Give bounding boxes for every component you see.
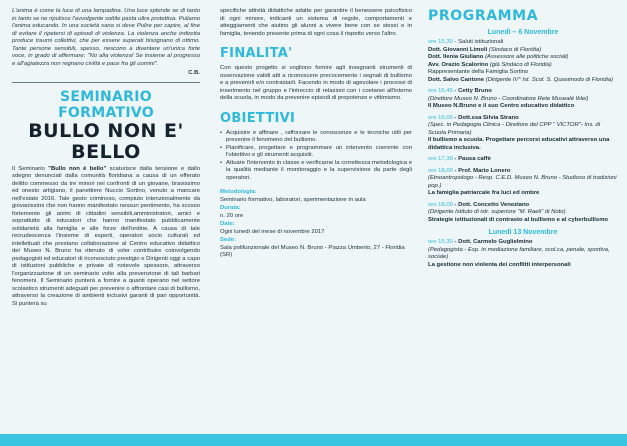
left-column [12, 8, 200, 308]
program-event-text: - Dott. Carmelo Guglielmino [454, 239, 533, 245]
program-event-line [428, 77, 618, 85]
program-event-line [428, 54, 618, 62]
program-event-text: Il bullismo a scuola. Progettare percorsi educativi attraverso una didattica inclusiva. [428, 137, 610, 151]
program-day-heading: Lunedì 13 Novembre [488, 229, 558, 236]
info-label: Durata: [220, 205, 241, 211]
program-event-line [428, 62, 618, 70]
quote-signature: C.B. [188, 70, 200, 76]
opening-quote: L'anima è come la luce di una lampadina. Una luce splende se di tanto in tanto se ne ripulisce l'avvolgente sottile pasta ultra protettiva. Puliamo l'anima educando. In una società sana si deve Pulire per capire, al fine di evitare il ripetersi di episodi di violenza. La violenza anche indiretta produce traumi collettivi, che per essere superati bisognano di ottimo. Tante persone sensibili, spesso, riescono a diventare un'unica forte voce, in grado di affermare: "No alla violenza! Se insieme al progresso e all'agiatezza non regnano civiltà e pace fra gli uomini". [12, 8, 200, 67]
program-title: PROGRAMMA [428, 8, 539, 24]
list-item: • Acquisire e affinare , rafforzare le conoscenze e le tecniche utili per prevenire il fenomeno del bullismo. [220, 130, 412, 145]
program-event-line [428, 168, 618, 176]
program-event-line [428, 39, 618, 47]
program-event-text: - Dott. Concetto Veneziano [454, 201, 530, 208]
program-body [428, 28, 618, 269]
program-event-text: La famiglia patriarcale fra luci ed ombre [428, 190, 540, 196]
program-event-role: (Assessore alle politiche sociali) [483, 54, 569, 60]
program-event-line [428, 103, 618, 111]
seminar-intro [12, 166, 200, 309]
program-event [428, 88, 618, 111]
program-event-line [428, 217, 618, 225]
program-event-line [428, 137, 618, 152]
intro-continuation: specifiche attività didattiche adatte per garantire il benessere psicofisico di ogni minore, indicanti un sistema di regole, comportamenti e atteggiamenti che aiutino gli alunni a vivere bene con se stessi e in famiglia, tenendo presente prima di ogni cosa il rispetto verso l'altro. [220, 8, 412, 37]
program-event-time: ore 16,00 [428, 114, 455, 121]
program-event-line [428, 247, 618, 262]
program-event-line [428, 115, 618, 123]
program-event-text: Dott. Salvo Cantone [428, 76, 484, 83]
program-event-time: ore 15,30 [428, 39, 455, 45]
info-label: Date: [220, 221, 235, 227]
program-event-line [428, 156, 618, 164]
program-event [428, 168, 618, 198]
program-event-time: ore 15,30 [428, 239, 455, 245]
program-event-time: ore 17,30 [428, 156, 455, 162]
obiettivi-heading: OBIETTIVI [220, 110, 296, 126]
program-event [428, 239, 618, 269]
intro-bold: "Bullo non è bello" [48, 165, 107, 172]
program-event-text: (Etnoantropologo - Resp. C.E.D. Museo N. Bruno - Studioso di tradizioni pop.) [428, 175, 617, 189]
program-event-line [428, 209, 618, 217]
info-label: Metodologia: [220, 189, 257, 195]
info-value: Seminario formativo, laboratori, sperimentazione in aula [220, 196, 366, 203]
info-value: Sala polifunzionale del Museo N. Bruno - Piazza Umberto, 27 - Floridia (SR) [220, 244, 405, 258]
program-event-text: Avv. Orazio Scalorino [428, 61, 489, 68]
program-event-text: - Dott.ssa Silvia Strano [454, 114, 519, 121]
program-event-text: (Pedagogista - Esp. in mediazione familiare, scol.ca, penale, sportiva, sociale) [428, 246, 610, 260]
program-day-heading: Lunedì – 6 Novembre [487, 29, 559, 36]
seminar-subtitle: BULLO NON E' BELLO [28, 119, 184, 163]
program-event-text: - Cetty Bruno [454, 88, 492, 94]
program-event [428, 202, 618, 225]
program-event-time: ore 15,45 [428, 88, 455, 94]
program-event-time: ore 18,00 [428, 167, 455, 174]
program-event [428, 115, 618, 153]
program-event-text: Dott. Giovanni Limoli [428, 46, 488, 53]
program-event-line [428, 175, 618, 190]
program-event-text: (Direttore Museo N. Bruno - Coordinatore Rete Musealé Iblei) [428, 95, 589, 102]
finalita-heading: FINALITA' [220, 46, 293, 61]
program-event-text: (Dirigente Istituto di istr. superiore "M. Raeli" di Noto) [428, 209, 566, 215]
intro-pre: Il Seminario [12, 165, 49, 172]
obiettivi-list [220, 130, 412, 183]
program-event-line [428, 88, 618, 96]
program-event [428, 156, 618, 164]
list-item: • Attuare l'intervento in classe e verificarne la correttezza metodologica e la qualità mediante il monitoraggio e la supervisione da parte degli operatori. [220, 160, 412, 183]
program-event-text: - Pausa caffè [454, 156, 491, 162]
program-event-line [428, 202, 618, 210]
program-event-text: La gestione non violenta dei conflitti interpersonali [428, 261, 571, 268]
program-event-text: Dott. Ilenia Giuliano [428, 54, 484, 60]
finalita-text: Con questo progetto si vogliono fornire agli insegnanti strumenti di osservazione validi atti a riconoscere precocemente i segnali di bullismo e a prevenirli e/o contrastarli. Facendo in modo di agevolare i processi di inserimento nel gruppo e l'intreccio di relazioni con i coetanei all'interno della scuola, in modo da prevenire episodi di prepotenze e vittimismo. [220, 65, 412, 101]
program-event-time: ore 18,00 [428, 201, 455, 208]
program-event-role: (già Sindaco di Floridia) [488, 61, 552, 68]
middle-column [220, 8, 412, 260]
program-event-text: - Prof. Mario Lonero [454, 167, 511, 174]
program-event-role: (Sindaco di Floridia) [487, 46, 542, 53]
info-label: Sede: [220, 237, 237, 243]
intro-post: scaturisce dalla tensione e dallo sdegno denunciati dalla comunità floridiana a causa di un efferato delitto commesso da tre minori nei confronti di un giovane, bravissimo ed onesto artigiano, il panettiere Nuccio Sortino, venuto a mancare nell'estate 2016. Tale gesto criminoso, compiuto intenzionalmente da giovanissimi che non hanno manifestato nessun pentimento, ha scosso fortemente gli animi di cittadini sensibili,amministratori, amici e soprattutto di educatori che hanno manifestato pubblicamente solidarietà alla famiglia e alle forze dell'ordine. A causa di tale recrudescenza l'insieme di esperti, operatori socio culturali ed intellettuali che prestano collaborazione al Centro educativo didattico del Museo N. Bruno ha ritenuto di voler contribuire coinvolgendo pedagogisti ed educatori di riconosciuto prestigio e Dirigenti oggi a capo di istituzioni pubbliche e private di notevole spessore, attraverso l'organizzazione di un seminario volto alla prevenzione di tali barbari fenomeni. Il Seminario punterà a fornire a quanti operano nel settore scolastico strumenti adeguati per prevenire o affrontare casi di bullismo, attraverso la creazione di ambienti inclusivi garanti di pari opportunità. Si punterà su [12, 165, 200, 307]
program-event-text: Rappresentante della Famiglia Sortino [428, 69, 529, 75]
program-event-text: Strategie istituzionali di contrasto al bullismo e al cyberbullismo [428, 216, 609, 223]
divider [12, 82, 200, 83]
program-event [428, 39, 618, 84]
program-column [428, 8, 618, 273]
bottom-stripe [0, 434, 627, 446]
program-event-line [428, 262, 618, 270]
info-block [220, 189, 412, 260]
program-event-line [428, 122, 618, 137]
list-item: • Pianificare, progettare e programmare un intervento coerente con l'obiettivo e gli strumenti acquisiti. [220, 145, 412, 160]
program-event-text: Il Museo N.Bruno e il suo Centro educativo didattico [428, 103, 575, 109]
program-event-line [428, 47, 618, 55]
seminar-title: SEMINARIO FORMATIVO [58, 88, 154, 121]
program-event-line [428, 69, 618, 77]
program-event-line [428, 96, 618, 104]
program-event-line [428, 239, 618, 247]
program-event-line [428, 190, 618, 198]
info-value: Ogni lunedì del mese di novembre 2017 [220, 228, 325, 235]
program-event-role: (Dirigente IV° Ist. Scol. S. Quasimodo di Floridia) [483, 76, 614, 83]
info-value: n. 20 ore [220, 212, 244, 219]
program-event-text: (Spec. in Pedagogia Clinica - Direttore del CPP " VICTOR"- Ins. di Scuola Primaria) [428, 122, 601, 136]
program-event-text: - Saluti istituzionali [454, 39, 504, 45]
